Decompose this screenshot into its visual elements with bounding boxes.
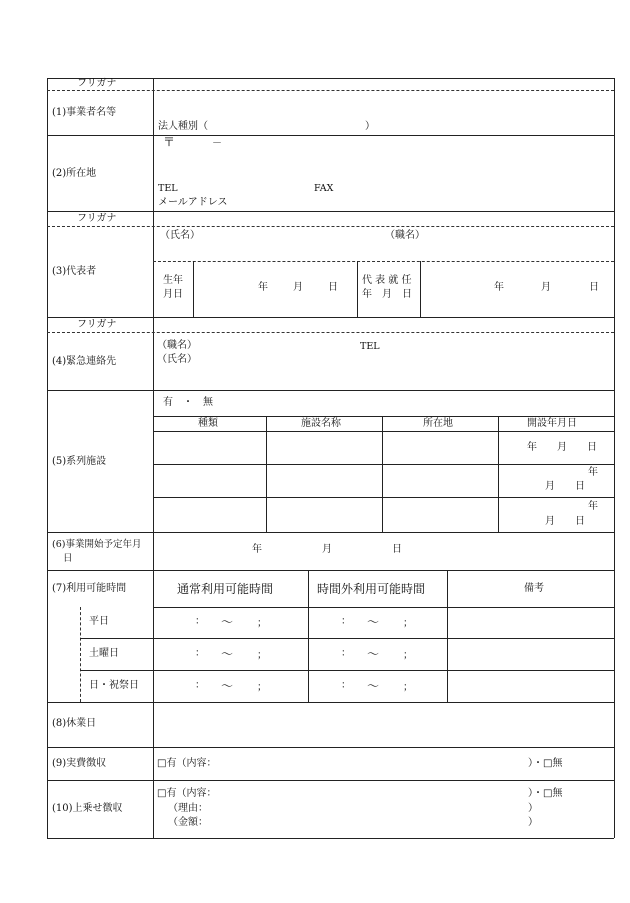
birth-label-2: 月日	[163, 289, 183, 300]
affiliated-facilities-label: (5)系列施設	[52, 456, 107, 467]
facility-header-date: 開設年月日	[527, 418, 577, 429]
start-year: 年	[252, 544, 262, 555]
facility-col-3	[498, 416, 499, 532]
facility-date-row-2-md: 月 日	[545, 481, 585, 492]
form-left-border	[47, 78, 48, 838]
furigana-3-divider	[47, 226, 614, 227]
hours-semicolon: ；	[403, 618, 413, 629]
hours-header-bottom	[153, 607, 614, 608]
additional-fee-reason-label: （理由：	[168, 803, 208, 814]
closed-days-label: (8)休業日	[52, 718, 97, 729]
hours-semicolon: ；	[257, 682, 267, 693]
hours-colon: ：	[195, 648, 205, 659]
appointment-month: 月	[541, 282, 551, 293]
hours-colon: ：	[341, 648, 351, 659]
rep-inner-divider	[153, 261, 614, 262]
appointment-label-1: 代 表 就 任	[362, 275, 412, 286]
contact-title-label: （職名）	[157, 340, 197, 351]
corporation-type-label: 法人種別（	[158, 121, 208, 132]
row-1-bottom	[47, 135, 614, 136]
facility-date-row-3-year: 年	[588, 501, 598, 512]
business-name-label: (1)事業者名等	[52, 107, 117, 118]
hours-tilde: ～	[367, 679, 380, 693]
hours-colon: ：	[195, 616, 205, 627]
furigana-4-divider	[47, 332, 614, 333]
facility-header-address: 所在地	[423, 418, 453, 429]
postal-dash: －	[212, 138, 222, 149]
furigana-label: フリガナ	[77, 213, 117, 224]
actual-cost-no-option: ）・□無	[528, 758, 563, 769]
hours-semicolon: ；	[257, 618, 267, 629]
start-day: 日	[392, 544, 402, 555]
facility-header-type: 種類	[198, 418, 218, 429]
hours-col-1	[308, 570, 309, 702]
facility-header-name: 施設名称	[301, 418, 341, 429]
form-bottom-border	[47, 838, 614, 839]
facility-col-2	[382, 416, 383, 532]
appointment-day: 日	[589, 282, 599, 293]
hours-row-saturday: 土曜日	[89, 648, 119, 659]
row-2-bottom	[47, 211, 614, 212]
birth-label-1: 生年	[163, 275, 183, 286]
hours-row-1-bottom	[80, 638, 614, 639]
form-top-border	[47, 78, 614, 79]
hours-semicolon: ；	[257, 650, 267, 661]
hours-col-2	[447, 570, 448, 702]
rep-title-label: （職名）	[385, 230, 425, 241]
postal-mark: 〒	[163, 135, 176, 149]
appointment-year: 年	[494, 282, 504, 293]
additional-fee-yes-option: □有（内容：	[157, 788, 217, 799]
representative-label: (3)代表者	[52, 266, 97, 277]
rep-name-label: （氏名）	[160, 230, 200, 241]
birth-year: 年	[258, 282, 268, 293]
hours-row-2-bottom	[80, 670, 614, 671]
rep-birth-divider	[193, 261, 194, 317]
furigana-1-divider	[47, 90, 614, 91]
row-9-bottom	[47, 780, 614, 781]
hours-colon: ：	[341, 616, 351, 627]
facility-exists-choice: 有 ・ 無	[163, 397, 213, 408]
hours-colon: ：	[195, 680, 205, 691]
emergency-contact-label: (4)緊急連絡先	[52, 356, 117, 367]
row-3-bottom	[47, 317, 614, 318]
row-8-bottom	[47, 747, 614, 748]
row-7-bottom	[47, 702, 614, 703]
available-hours-label: (7)利用可能時間	[52, 583, 127, 594]
facility-date-row-3-md: 月 日	[545, 516, 585, 527]
additional-fee-reason-close: ）	[528, 803, 538, 814]
furigana-label: フリガナ	[77, 319, 117, 330]
row-5-bottom	[47, 532, 614, 533]
row-6-bottom	[47, 570, 614, 571]
facility-col-1	[266, 416, 267, 532]
facility-header-bottom	[153, 431, 614, 432]
start-date-label-1: (6)事業開始予定年月	[52, 539, 142, 550]
additional-fee-amount-close: ）	[528, 817, 538, 828]
facility-row-1-bottom	[153, 464, 614, 465]
hours-tilde: ～	[367, 615, 380, 629]
facility-date-row-2-year: 年	[588, 467, 598, 478]
actual-cost-label: (9)実費徴収	[52, 758, 107, 769]
hours-tilde: ～	[221, 615, 234, 629]
tel-label: TEL	[158, 183, 178, 194]
additional-fee-amount-label: （金額：	[168, 817, 208, 828]
hours-semicolon: ；	[403, 650, 413, 661]
appointment-label-2: 年 月 日	[362, 289, 412, 300]
furigana-label: フリガナ	[77, 78, 117, 89]
actual-cost-yes-option: □有（内容：	[157, 758, 217, 769]
hours-header-overtime: 時間外利用可能時間	[317, 582, 426, 596]
email-label: メールアドレス	[158, 197, 228, 208]
address-label: (2)所在地	[52, 168, 97, 179]
label-column-divider	[153, 78, 154, 838]
start-date-label-2: 日	[63, 553, 73, 564]
row-4-bottom	[47, 390, 614, 391]
form-right-border	[614, 78, 615, 838]
contact-name-label: （氏名）	[157, 354, 197, 365]
additional-fee-label: (10)上乗せ徴収	[52, 803, 123, 814]
hours-row-holiday: 日・祝祭日	[89, 680, 139, 691]
hours-tilde: ～	[367, 647, 380, 661]
start-month: 月	[322, 544, 332, 555]
facility-row-2-bottom	[153, 497, 614, 498]
birth-month: 月	[293, 282, 303, 293]
hours-colon: ：	[341, 680, 351, 691]
hours-header-regular: 通常利用可能時間	[177, 582, 274, 596]
rep-ninin-left	[357, 261, 358, 317]
hours-tilde: ～	[221, 647, 234, 661]
additional-fee-no-option: ）・□無	[528, 788, 563, 799]
facility-date-row-1: 年 月 日	[527, 442, 597, 453]
facility-umu-bottom	[153, 416, 614, 417]
hours-header-remarks: 備考	[524, 583, 544, 594]
fax-label: FAX	[314, 183, 334, 194]
corporation-type-close: ）	[365, 121, 375, 132]
hours-row-weekday: 平日	[89, 616, 109, 627]
hours-tilde: ～	[221, 679, 234, 693]
birth-day: 日	[328, 282, 338, 293]
contact-tel-label: TEL	[360, 341, 380, 352]
rep-ninin-right	[420, 261, 421, 317]
hours-semicolon: ；	[403, 682, 413, 693]
hours-sub-label-divider	[80, 607, 81, 702]
